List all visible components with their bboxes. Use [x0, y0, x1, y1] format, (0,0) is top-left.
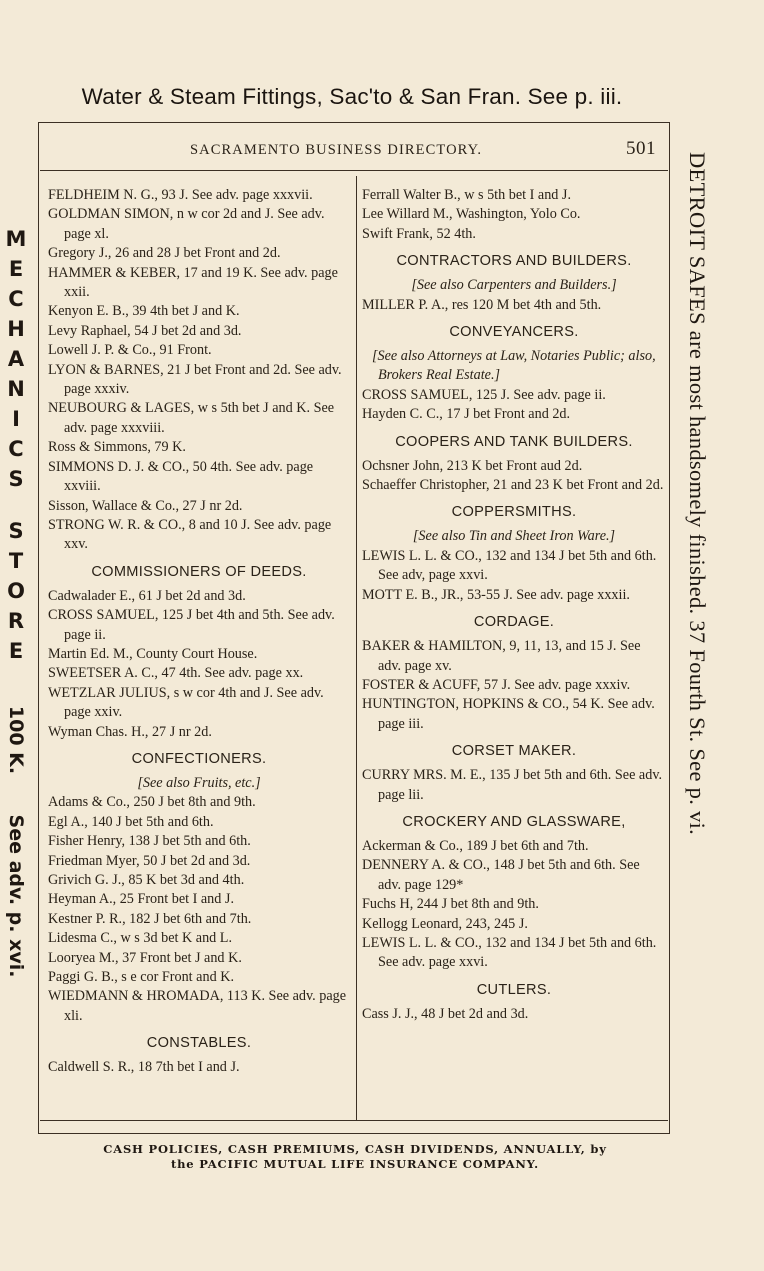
list-item: STRONG W. R. & CO., 8 and 10 J. See adv. page xxv. [48, 516, 332, 553]
list-item: WIEDMANN & HROMADA, 113 K. See adv. page xli. [48, 988, 347, 1024]
list-item: LEWIS L. L. & CO., 132 and 134 J bet 5th and 6th. See adv, page xxvi. [362, 547, 657, 584]
side-letter: H [7, 317, 25, 341]
column-divider [356, 176, 357, 1120]
side-letter: E [8, 639, 24, 663]
list-item: Adams & Co., 250 J bet 8th and 9th. [48, 794, 256, 811]
list-item: Cass J. J., 48 J bet 2d and 3d. [362, 1005, 529, 1022]
header-rule [40, 170, 668, 171]
list-item: SWEETSER A. C., 47 4th. See adv. page xx. [48, 665, 304, 682]
page-number: 501 [626, 138, 656, 159]
side-letter: N [7, 377, 25, 401]
side-letter: A [7, 347, 25, 371]
list-item: Grivich G. J., 85 K bet 3d and 4th. [48, 872, 245, 888]
section-heading: CONVEYANCERS. [449, 324, 579, 341]
list-item: CROSS SAMUEL, 125 J bet 4th and 5th. See adv. page ii. [48, 607, 335, 643]
list-item: Sisson, Wallace & Co., 27 J nr 2d. [48, 497, 243, 514]
running-head [40, 140, 660, 164]
list-item: HUNTINGTON, HOPKINS & CO., 54 K. See adv. page iii. [362, 696, 655, 732]
list-item: Wyman Chas. H., 27 J nr 2d. [48, 723, 212, 740]
side-letter: S [8, 519, 24, 543]
side-letter: C [8, 437, 24, 461]
footer-line: CASH POLICIES, CASH PREMIUMS, CASH DIVIDENDS, ANNUALLY, by [103, 1142, 607, 1156]
side-letter: O [7, 579, 25, 603]
section-heading: COOPERS AND TANK BUILDERS. [395, 433, 633, 450]
list-item: CURRY MRS. M. E., 135 J bet 5th and 6th. See adv. page lii. [362, 767, 663, 803]
list-item: Lidesma C., w s 3d bet K and L. [48, 930, 233, 947]
side-number: 100 K. [5, 705, 27, 775]
list-item: Lee Willard M., Washington, Yolo Co. [362, 206, 581, 223]
side-letter: I [12, 407, 20, 431]
side-letter: C [8, 287, 24, 311]
side-letter: E [8, 257, 24, 281]
see-also-note: [See also Attorneys at Law, Notaries Public; also, Brokers Real Estate.] [372, 348, 656, 384]
list-item: WETZLAR JULIUS, s w cor 4th and J. See adv. page xxiv. [48, 684, 324, 721]
list-item: FELDHEIM N. G., 93 J. See adv. page xxxvii. [48, 187, 313, 203]
list-item: Fuchs H, 244 J bet 8th and 9th. [362, 896, 539, 913]
list-item: Kellogg Leonard, 243, 245 J. [362, 915, 528, 932]
footer-line: the PACIFIC MUTUAL LIFE INSURANCE COMPANY. [171, 1157, 539, 1171]
list-item: LYON & BARNES, 21 J bet Front and 2d. See adv. page xxxiv. [48, 361, 342, 398]
list-item: Ferrall Walter B., w s 5th bet I and J. [362, 187, 572, 203]
list-item: Martin Ed. M., County Court House. [48, 645, 258, 662]
list-item: Hayden C. C., 17 J bet Front and 2d. [362, 406, 571, 423]
running-head-title: SACRAMENTO BUSINESS DIRECTORY. [190, 142, 483, 158]
list-item: LEWIS L. L. & CO., 132 and 134 J bet 5th and 6th. See adv. page xxvi. [362, 934, 657, 971]
list-item: Caldwell S. R., 18 7th bet I and J. [48, 1059, 240, 1076]
list-item: Friedman Myer, 50 J bet 2d and 3d. [48, 852, 251, 869]
list-item: SIMMONS D. J. & CO., 50 4th. See adv. page xxviii. [48, 458, 314, 495]
list-item: Fisher Henry, 138 J bet 5th and 6th. [48, 833, 251, 850]
side-ad-detroit-safes [672, 152, 712, 836]
section-heading: CONTRACTORS AND BUILDERS. [396, 253, 632, 270]
list-item: Egl A., 140 J bet 5th and 6th. [48, 813, 214, 830]
section-heading: CONSTABLES. [146, 1035, 252, 1052]
list-item: BAKER & HAMILTON, 9, 11, 13, and 15 J. See adv. page xv. [362, 638, 641, 674]
section-heading: COPPERSMITHS. [451, 504, 577, 521]
footer-ad [60, 1142, 650, 1172]
top-banner-ad: Water & Steam Fittings, Sac'to & San Fran. See p. iii. [81, 84, 623, 109]
side-tail: See adv. p. xvi. [5, 814, 27, 978]
section-heading: CORDAGE. [473, 614, 555, 631]
list-item: NEUBOURG & LAGES, w s 5th bet J and K. See adv. page xxxviii. [48, 400, 335, 436]
list-item: MOTT E. B., JR., 53-55 J. See adv. page xxxii. [362, 586, 630, 603]
side-ad-text: DETROIT SAFES are most handsomely finished. 37 Fourth St. See p. vi. [685, 152, 710, 836]
list-item: FOSTER & ACUFF, 57 J. See adv. page xxxiv. [362, 676, 631, 693]
see-also-note: [See also Tin and Sheet Iron Ware.] [412, 528, 616, 545]
list-item: Looryea M., 37 Front bet J and K. [48, 949, 242, 966]
side-letter: S [8, 467, 24, 491]
see-also-note: [See also Carpenters and Builders.] [411, 277, 617, 294]
list-item: Cadwalader E., 61 J bet 2d and 3d. [48, 587, 246, 604]
list-item: Paggi G. B., s e cor Front and K. [48, 969, 234, 986]
section-heading: CONFECTIONERS. [131, 750, 267, 767]
see-also-note: [See also Fruits, etc.] [137, 774, 261, 791]
list-item: Swift Frank, 52 4th. [362, 225, 476, 242]
side-letter: M [5, 227, 27, 251]
list-item: Kenyon E. B., 39 4th bet J and K. [48, 303, 240, 320]
section-heading: COMMISSIONERS OF DEEDS. [91, 563, 307, 580]
side-letter: T [8, 549, 24, 573]
section-heading: CUTLERS. [476, 981, 552, 998]
list-item: Levy Raphael, 54 J bet 2d and 3d. [48, 322, 242, 339]
side-letter: R [7, 609, 25, 633]
list-item: CROSS SAMUEL, 125 J. See adv. page ii. [362, 386, 606, 403]
section-heading: CROCKERY AND GLASSWARE, [402, 813, 626, 830]
left-column [48, 186, 350, 1078]
list-item: Gregory J., 26 and 28 J bet Front and 2d. [48, 245, 281, 262]
list-item: Ackerman & Co., 189 J bet 6th and 7th. [362, 837, 589, 854]
bottom-rule [40, 1120, 668, 1121]
right-column [362, 186, 666, 1024]
list-item: Heyman A., 25 Front bet I and J. [48, 891, 234, 908]
side-ad-mechanics-store [0, 224, 32, 998]
list-item: Lowell J. P. & Co., 91 Front. [48, 342, 212, 359]
list-item: Schaeffer Christopher, 21 and 23 K bet Front and 2d. [362, 477, 664, 494]
list-item: HAMMER & KEBER, 17 and 19 K. See adv. page xxii. [48, 264, 338, 301]
list-item: DENNERY A. & CO., 148 J bet 5th and 6th. See adv. page 129* [362, 857, 640, 893]
section-heading: CORSET MAKER. [451, 743, 577, 760]
list-item: Ross & Simmons, 79 K. [48, 439, 186, 456]
list-item: MILLER P. A., res 120 M bet 4th and 5th. [362, 296, 602, 313]
list-item: Kestner P. R., 182 J bet 6th and 7th. [48, 910, 252, 927]
list-item: Ochsner John, 213 K bet Front aud 2d. [362, 457, 583, 474]
list-item: GOLDMAN SIMON, n w cor 2d and J. See adv. page xl. [48, 206, 325, 242]
entry-list [48, 186, 350, 555]
